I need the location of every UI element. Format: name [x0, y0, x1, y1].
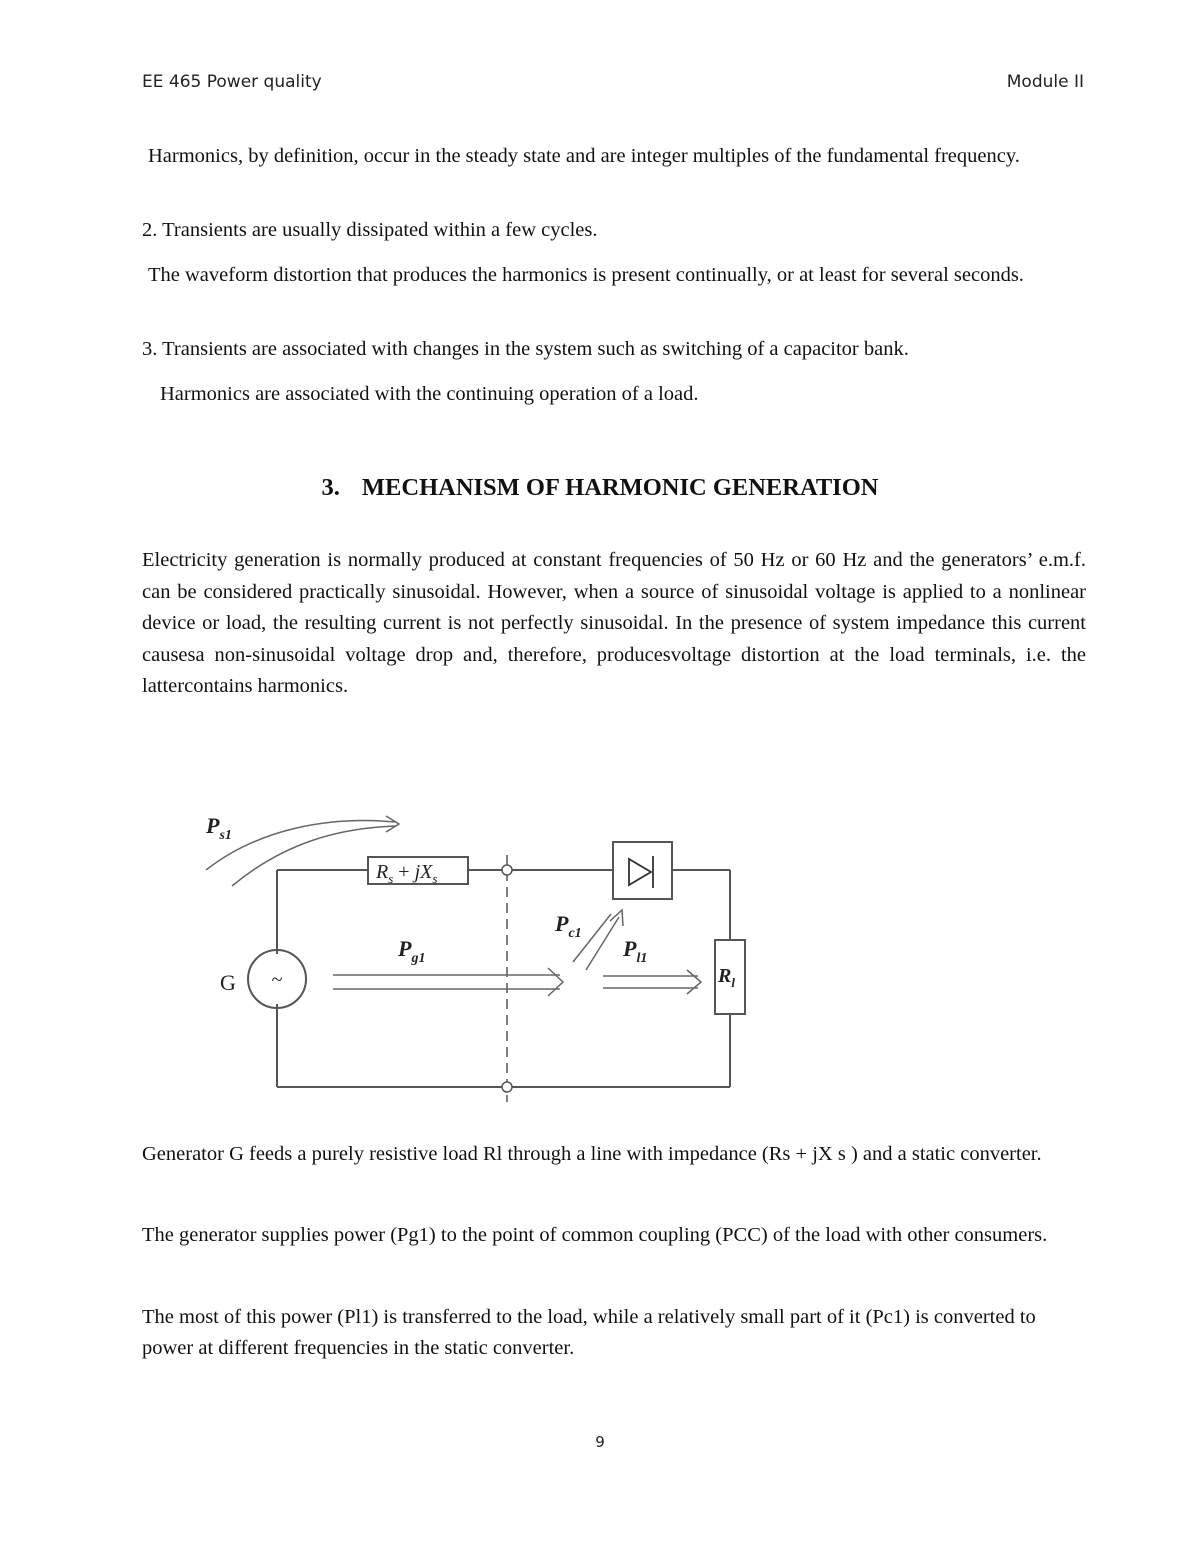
paragraph-waveform-distortion: The waveform distortion that produces the harmonics is present continually, or at least for several seconds. [148, 264, 1024, 286]
impedance-plus: + [393, 861, 415, 883]
ps1-sub: s1 [219, 828, 232, 843]
pl1-arrow [603, 970, 701, 994]
paragraph-harmonics-definition: Harmonics, by definition, occur in the steady state and are integer multiples of the fundamental frequency. [148, 145, 1020, 167]
pg1-arrow [333, 968, 563, 996]
pg1-main: P [398, 936, 412, 961]
ps1-main: P [206, 813, 220, 838]
paragraph-transients-switching: 3. Transients are associated with changes in the system such as switching of a capacitor bank. [142, 338, 909, 360]
paragraph-generator-feeds: Generator G feeds a purely resistive load Rl through a line with impedance (Rs + jX s ) and a static converter. [142, 1143, 1042, 1165]
pl1-main: P [623, 936, 637, 961]
pg1-label [397, 936, 425, 966]
generator-label: G [220, 970, 236, 995]
pc1-sub: c1 [568, 926, 582, 941]
ps1-arrow [206, 816, 399, 886]
pc1-main: P [555, 911, 569, 936]
generator-symbol: ~ [271, 969, 283, 991]
pcc-node-top [502, 865, 512, 875]
paragraph-generator-supplies: The generator supplies power (Pg1) to the point of common coupling (PCC) of the load with other consumers. [142, 1224, 1048, 1246]
pl1-label [622, 936, 647, 966]
rl-sub: l [731, 975, 735, 990]
rl-main: R [718, 965, 732, 987]
ps1-label [205, 813, 232, 843]
header-course: EE 465 Power quality [142, 72, 322, 92]
diode-icon [629, 856, 653, 888]
paragraph-intro: Electricity generation is normally produced at constant frequencies of 50 Hz or 60 Hz and the generators’ e.m.f. can be considered practically sinusoidal. However, when a source of sinusoidal voltage is applied to a nonlinear device or load, the resulting current is not perfectly sinusoidal. In the presence of system impedance this current causesa non-sinusoidal voltage drop and, therefore, producesvoltage distortion at the load terminals, i.e. the lattercontains harmonics. [142, 549, 1086, 697]
section-heading [0, 474, 1200, 502]
paragraph-harmonics-load: Harmonics are associated with the continuing operation of a load. [160, 383, 699, 405]
section-number: 3. [321, 474, 340, 501]
pcc-node-bottom [502, 1082, 512, 1092]
pg1-sub: g1 [411, 951, 426, 966]
converter-box [613, 842, 672, 899]
paragraph-power-transferred: The most of this power (Pl1) is transferred to the load, while a relatively small part of it (Pc1) is converted to power at different frequencies in the static converter. [142, 1306, 1036, 1359]
impedance-x-sub: s [432, 871, 438, 886]
impedance-r-sub: s [388, 871, 394, 886]
impedance-label [375, 861, 437, 886]
pc1-label [554, 911, 582, 941]
paragraph-transients-dissipated: 2. Transients are usually dissipated within a few cycles. [142, 219, 598, 241]
pl1-sub: l1 [636, 951, 648, 966]
impedance-r: R [376, 861, 389, 883]
section-title: MECHANISM OF HARMONIC GENERATION [361, 474, 879, 501]
page-number: 9 [595, 1433, 605, 1451]
circuit-diagram [190, 800, 770, 1110]
header-module: Module II [1006, 72, 1084, 92]
rl-label [717, 965, 735, 990]
impedance-jx: jX [414, 861, 433, 883]
